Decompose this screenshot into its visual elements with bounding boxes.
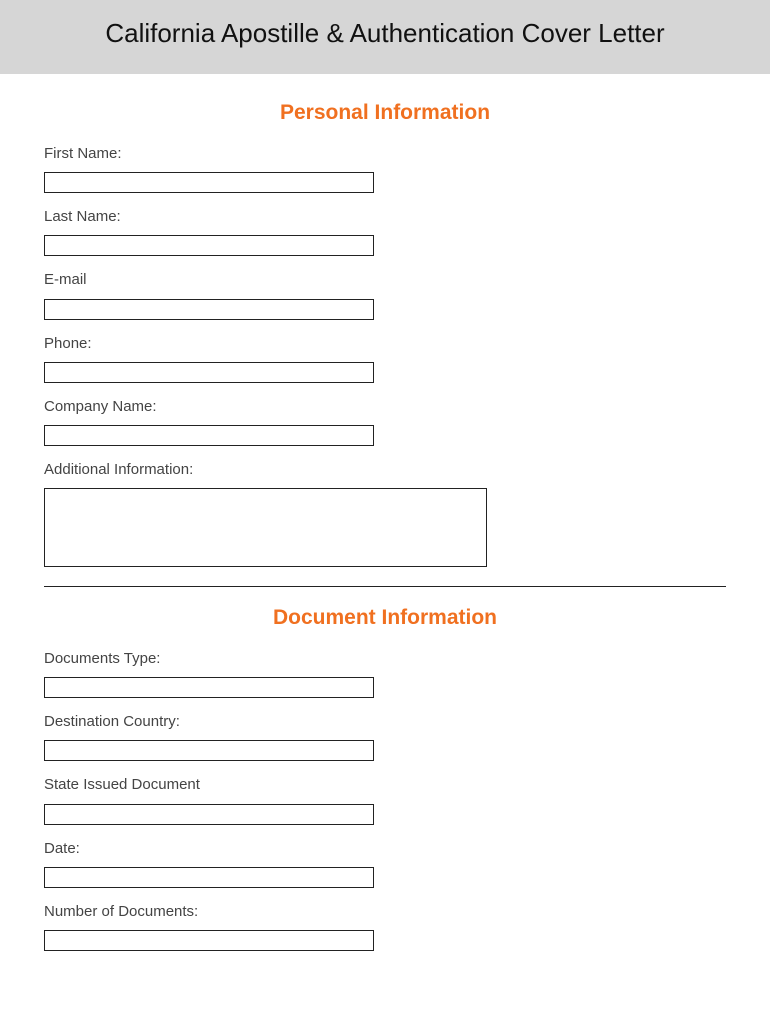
section-divider xyxy=(44,586,726,587)
destination-country-field[interactable] xyxy=(44,740,374,761)
destination-country-label: Destination Country: xyxy=(44,713,180,730)
state-issued-document-field[interactable] xyxy=(44,804,374,825)
last-name-label: Last Name: xyxy=(44,208,121,225)
last-name-field[interactable] xyxy=(44,235,374,256)
company-name-label: Company Name: xyxy=(44,398,157,415)
documents-type-label: Documents Type: xyxy=(44,650,161,667)
number-of-documents-field[interactable] xyxy=(44,930,374,951)
first-name-field[interactable] xyxy=(44,172,374,193)
documents-type-field[interactable] xyxy=(44,677,374,698)
page-title: California Apostille & Authentication Cover Letter xyxy=(105,18,665,48)
additional-information-label: Additional Information: xyxy=(44,461,194,478)
email-field[interactable] xyxy=(44,299,374,320)
date-label: Date: xyxy=(44,840,80,857)
date-field[interactable] xyxy=(44,867,374,888)
company-name-field[interactable] xyxy=(44,425,374,446)
number-of-documents-label: Number of Documents: xyxy=(44,903,199,920)
phone-field[interactable] xyxy=(44,362,374,383)
document-information-heading: Document Information xyxy=(273,606,497,629)
email-label: E-mail xyxy=(44,271,87,288)
header-bar xyxy=(0,0,770,74)
state-issued-document-label: State Issued Document xyxy=(44,776,200,793)
phone-label: Phone: xyxy=(44,335,92,352)
first-name-label: First Name: xyxy=(44,145,122,162)
additional-information-field[interactable] xyxy=(44,488,487,567)
personal-information-heading: Personal Information xyxy=(279,101,491,124)
